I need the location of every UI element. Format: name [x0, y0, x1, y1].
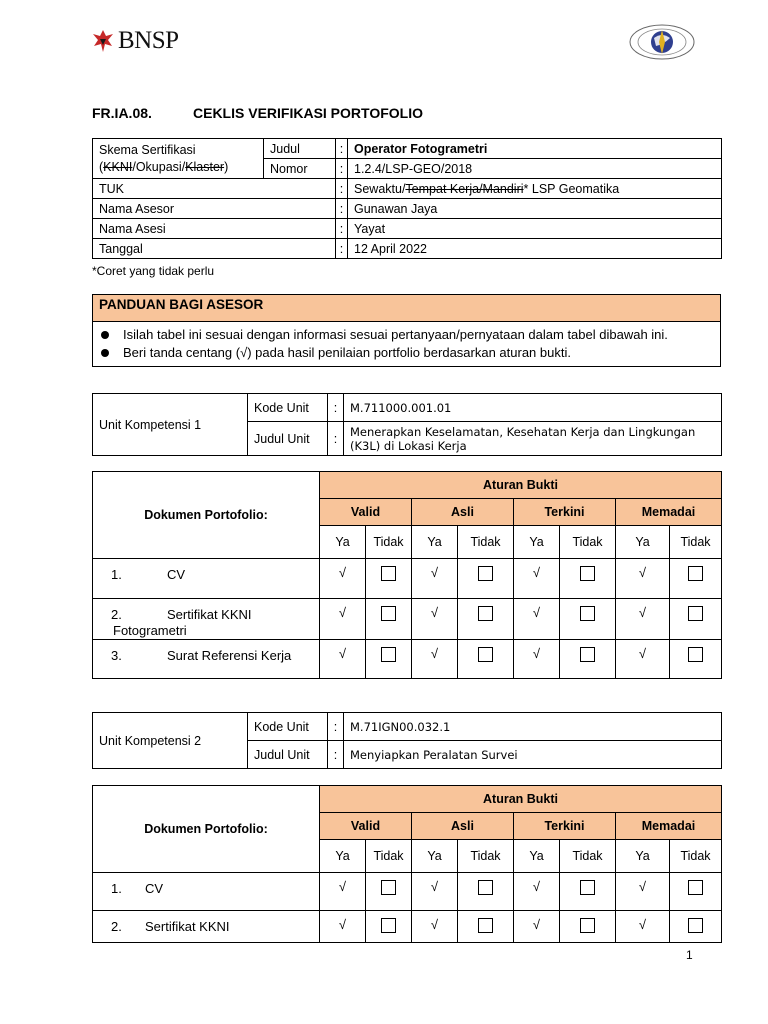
dokumen-portofolio-header: Dokumen Portofolio: [93, 472, 320, 559]
tidak-checkbox[interactable] [458, 559, 514, 599]
unit-kompetensi-1-table [92, 393, 722, 456]
skema-kkni-struck: KKNI [103, 159, 133, 174]
valid-header: Valid [320, 813, 412, 840]
tidak-checkbox[interactable] [366, 559, 412, 599]
tidak-checkbox[interactable] [560, 559, 616, 599]
checkbox-icon [688, 606, 703, 621]
portfolio-table-2 [92, 785, 722, 943]
asesi-value: Yayat [348, 219, 722, 239]
checkbox-icon [580, 606, 595, 621]
checkbox-icon [688, 880, 703, 895]
kode-unit-label: Kode Unit [248, 713, 328, 741]
tanggal-value: 12 April 2022 [348, 239, 722, 259]
item-number: 2. [111, 607, 122, 622]
checkbox-icon [381, 880, 396, 895]
aturan-bukti-header: Aturan Bukti [320, 786, 722, 813]
unit-kompetensi-2-table [92, 712, 722, 769]
tuk-struck: Tempat Kerja/Mandiri [405, 181, 524, 196]
colon: : [328, 394, 344, 422]
table-row [93, 640, 722, 679]
item-name: Surat Referensi Kerja [167, 648, 292, 663]
judul-label: Judul [264, 139, 336, 159]
checkbox-icon [580, 918, 595, 933]
tidak-header: Tidak [366, 526, 412, 559]
colon: : [336, 239, 348, 259]
unit-label: Unit Kompetensi 2 [93, 713, 248, 769]
tidak-checkbox[interactable] [560, 599, 616, 640]
page-number: 1 [686, 948, 693, 962]
panduan-item [93, 344, 714, 362]
tidak-checkbox[interactable] [560, 640, 616, 679]
bnsp-logo-text: BNSP [118, 27, 179, 54]
item-number: 1. [111, 881, 122, 896]
ya-header: Ya [320, 840, 366, 873]
document-title: CEKLIS VERIFIKASI PORTOFOLIO [193, 105, 423, 121]
judul-unit-label: Judul Unit [248, 741, 328, 769]
item-name-line2: Fotogrametri [113, 623, 187, 638]
tanggal-label: Tanggal [93, 239, 336, 259]
tidak-checkbox[interactable] [670, 873, 722, 911]
skema-label-cell [93, 139, 264, 179]
item-name: CV [145, 881, 164, 896]
item-number: 3. [111, 648, 122, 663]
lsp-geomatika-logo-icon [628, 22, 696, 62]
portfolio-item [93, 599, 320, 640]
tidak-checkbox[interactable] [366, 599, 412, 640]
nomor-label: Nomor [264, 159, 336, 179]
ya-check: √ [412, 873, 458, 911]
tidak-checkbox[interactable] [366, 873, 412, 911]
ya-header: Ya [514, 840, 560, 873]
skema-open-paren: ( [99, 159, 104, 174]
checkbox-icon [381, 566, 396, 581]
checkbox-icon [688, 566, 703, 581]
certification-info-table [92, 138, 722, 259]
aturan-bukti-header: Aturan Bukti [320, 472, 722, 499]
judul-unit-value: Menyiapkan Peralatan Survei [344, 741, 722, 769]
table-row [93, 911, 722, 943]
ya-check: √ [616, 911, 670, 943]
table-row [93, 873, 722, 911]
tidak-checkbox[interactable] [458, 911, 514, 943]
skema-label: Skema Sertifikasi [99, 142, 196, 157]
ya-check: √ [412, 911, 458, 943]
tidak-checkbox[interactable] [670, 559, 722, 599]
kode-unit-label: Kode Unit [248, 394, 328, 422]
judul-value: Operator Fotogrametri [348, 139, 722, 159]
item-name: CV [167, 567, 186, 582]
ya-check: √ [412, 559, 458, 599]
colon: : [328, 422, 344, 456]
ya-check: √ [320, 873, 366, 911]
tuk-label: TUK [93, 179, 336, 199]
tidak-checkbox[interactable] [560, 911, 616, 943]
tidak-header: Tidak [560, 840, 616, 873]
document-code: FR.IA.08. [92, 105, 152, 121]
judul-unit-label: Judul Unit [248, 422, 328, 456]
tidak-checkbox[interactable] [458, 599, 514, 640]
garuda-icon [92, 28, 114, 54]
nomor-value: 1.2.4/LSP-GEO/2018 [348, 159, 722, 179]
checkbox-icon [580, 647, 595, 662]
colon: : [336, 179, 348, 199]
portfolio-table-1 [92, 471, 722, 679]
ya-check: √ [514, 640, 560, 679]
ya-check: √ [514, 599, 560, 640]
unit-label: Unit Kompetensi 1 [93, 394, 248, 456]
checkbox-icon [478, 606, 493, 621]
bullet-icon [101, 331, 109, 339]
ya-check: √ [320, 559, 366, 599]
panduan-title: PANDUAN BAGI ASESOR [93, 295, 720, 322]
tidak-checkbox[interactable] [670, 599, 722, 640]
item-number: 2. [111, 919, 122, 934]
kode-unit-value: M.71IGN00.032.1 [344, 713, 722, 741]
ya-check: √ [320, 640, 366, 679]
ya-check: √ [616, 873, 670, 911]
item-name: Sertifikat KKNI [145, 919, 230, 934]
tidak-header: Tidak [670, 526, 722, 559]
tidak-header: Tidak [458, 526, 514, 559]
checkbox-icon [478, 880, 493, 895]
tidak-header: Tidak [670, 840, 722, 873]
memadai-header: Memadai [616, 813, 722, 840]
ya-check: √ [514, 911, 560, 943]
colon: : [328, 713, 344, 741]
ya-header: Ya [616, 526, 670, 559]
ya-check: √ [412, 640, 458, 679]
panduan-item [93, 326, 714, 344]
skema-close-paren: ) [224, 159, 229, 174]
terkini-header: Terkini [514, 813, 616, 840]
asli-header: Asli [412, 499, 514, 526]
tidak-checkbox[interactable] [366, 640, 412, 679]
tidak-checkbox[interactable] [458, 640, 514, 679]
portfolio-item [93, 640, 320, 679]
panduan-list [93, 322, 720, 366]
judul-unit-value: Menerapkan Keselamatan, Kesehatan Kerja dan Lingkungan (K3L) di Lokasi Kerja [344, 422, 722, 456]
item-name: Sertifikat KKNI [167, 607, 252, 622]
colon: : [336, 159, 348, 179]
ya-header: Ya [412, 840, 458, 873]
checkbox-icon [580, 880, 595, 895]
checkbox-icon [688, 647, 703, 662]
ya-check: √ [514, 559, 560, 599]
terkini-header: Terkini [514, 499, 616, 526]
asesi-label: Nama Asesi [93, 219, 336, 239]
ya-check: √ [616, 559, 670, 599]
checkbox-icon [580, 566, 595, 581]
ya-header: Ya [320, 526, 366, 559]
checkbox-icon [478, 647, 493, 662]
panduan-box [92, 294, 721, 367]
tidak-header: Tidak [458, 840, 514, 873]
colon: : [336, 199, 348, 219]
memadai-header: Memadai [616, 499, 722, 526]
checkbox-icon [381, 647, 396, 662]
strike-note: *Coret yang tidak perlu [92, 264, 215, 278]
ya-check: √ [412, 599, 458, 640]
colon: : [336, 139, 348, 159]
tidak-checkbox[interactable] [458, 873, 514, 911]
tidak-header: Tidak [560, 526, 616, 559]
checkbox-icon [478, 566, 493, 581]
kode-unit-value: M.711000.001.01 [344, 394, 722, 422]
dokumen-portofolio-header: Dokumen Portofolio: [93, 786, 320, 873]
checkbox-icon [381, 918, 396, 933]
bnsp-logo [92, 26, 179, 56]
tidak-checkbox[interactable] [366, 911, 412, 943]
table-row [93, 599, 722, 640]
ya-header: Ya [514, 526, 560, 559]
panduan-item-text: Beri tanda centang (√) pada hasil penilaian portfolio berdasarkan aturan bukti. [123, 345, 571, 360]
tidak-checkbox[interactable] [670, 640, 722, 679]
ya-check: √ [616, 599, 670, 640]
ya-check: √ [320, 599, 366, 640]
ya-check: √ [514, 873, 560, 911]
bullet-icon [101, 349, 109, 357]
ya-check: √ [616, 640, 670, 679]
colon: : [328, 741, 344, 769]
tuk-value [348, 179, 722, 199]
checkbox-icon [381, 606, 396, 621]
asesor-value: Gunawan Jaya [348, 199, 722, 219]
tidak-header: Tidak [366, 840, 412, 873]
panduan-item-text: Isilah tabel ini sesuai dengan informasi sesuai pertanyaan/pernyataan dalam tabel dibawah ini. [123, 327, 668, 342]
skema-okupasi: /Okupasi/ [132, 159, 186, 174]
ya-check: √ [320, 911, 366, 943]
skema-klaster-struck: Klaster [185, 159, 225, 174]
portfolio-item [93, 873, 320, 911]
portfolio-item [93, 559, 320, 599]
checkbox-icon [478, 918, 493, 933]
checkbox-icon [688, 918, 703, 933]
colon: : [336, 219, 348, 239]
ya-header: Ya [412, 526, 458, 559]
ya-header: Ya [616, 840, 670, 873]
valid-header: Valid [320, 499, 412, 526]
tidak-checkbox[interactable] [670, 911, 722, 943]
tuk-lsp: * LSP Geomatika [523, 181, 620, 196]
portfolio-item [93, 911, 320, 943]
asli-header: Asli [412, 813, 514, 840]
table-row [93, 559, 722, 599]
tuk-sewaktu: Sewaktu/ [354, 181, 406, 196]
asesor-label: Nama Asesor [93, 199, 336, 219]
item-number: 1. [111, 567, 122, 582]
tidak-checkbox[interactable] [560, 873, 616, 911]
